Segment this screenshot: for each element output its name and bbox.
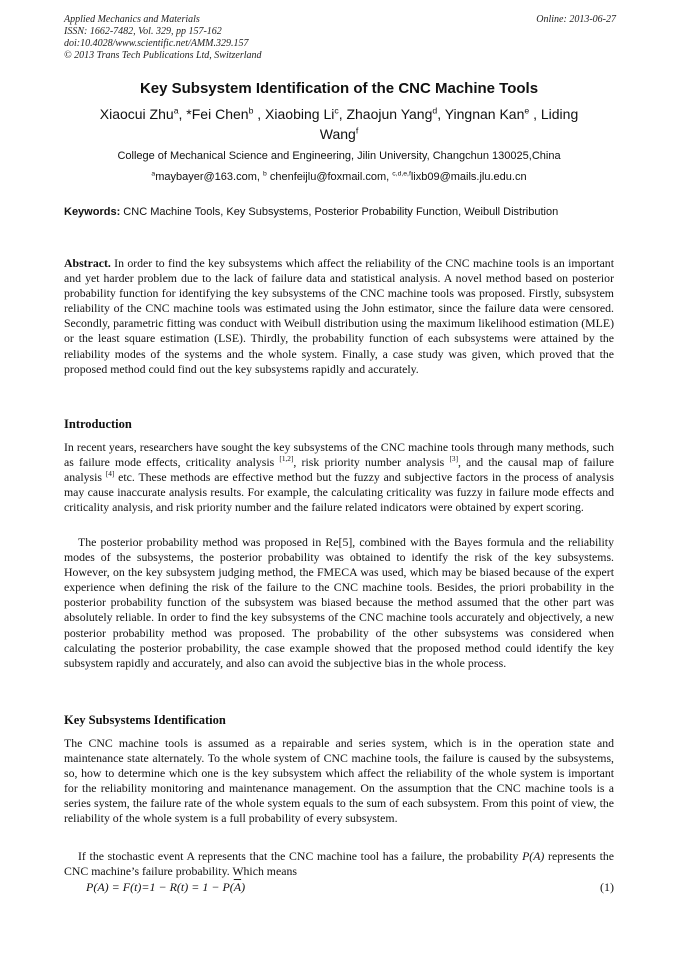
author-mark: e [524,105,530,116]
equation-part: P(A) = F(t)=1 − R(t) = 1 − P( [86,880,234,894]
text-run: In recent years, researchers have sought the key subsystems of the CNC machine tools through many methods, such as failure mode effects, criticality analysis [64,440,614,470]
author-name: , Zhaojun Yang [338,106,433,122]
author-name: , Liding Wang [319,106,579,142]
inline-math: P(A) [522,849,545,863]
keywords [64,205,614,219]
author-name: , Xiaobing Li [253,106,335,122]
author-list [80,104,598,144]
email-address: chenfeijlu@foxmail.com, [266,171,393,183]
journal-name: Applied Mechanics and Materials [64,14,200,25]
issn-line: ISSN: 1662-7482, Vol. 329, pp 157-162 [64,26,222,37]
text-run: represents the CNC machine’s failure probability. Which means [64,849,614,879]
author-mark: d [432,105,438,116]
abstract-label: Abstract. [64,256,111,270]
email-address: lixb09@mails.jlu.edu.cn [410,171,527,183]
text-run: , risk priority number analysis [293,455,450,470]
email-mark: a [151,170,156,178]
section-heading: Key Subsystems Identification [64,713,226,727]
author-name: Xiaocui Zhu [99,106,174,122]
citation: [4] [105,469,115,479]
online-date: Online: 2013-06-27 [536,14,616,25]
intro-paragraph-1 [64,440,614,515]
citation: [1,2] [279,454,294,464]
equation-expression [86,880,245,895]
abstract-text: In order to find the key subsystems which affect the reliability of the CNC machine tools is an important and yet harder problem due to the lack of failure data and statistical analysis. A novel method based on posterior probability function for identifying the key subsystems of the CNC machine tools was proposed. Firstly, subsystem reliability of the CNC machine tools was estimated using the John estimator, since the failure data were censored. Secondly, parametric fitting was conduct with Weibull distribution using the maximum likelihood estimation (MLE) or the least square estimation (LSE). Thirdly, the probability function of each subsystems were attained by the reliability modes of the systems and the whole system. Finally, a case study was given, which proved that the proposed method could find out the key subsystems rapidly and accurately. [64,256,614,376]
copyright-line: © 2013 Trans Tech Publications Ltd, Switzerland [64,50,262,61]
text-run: If the stochastic event A represents that the CNC machine tool has a failure, the probability [78,849,523,863]
keywords-text: CNC Machine Tools, Key Subsystems, Posterior Probability Function, Weibull Distribution [120,206,559,218]
equation-part: ) [241,880,246,894]
author-mark: b [248,105,254,116]
section-heading: Introduction [64,417,132,431]
text-run: etc. These methods are effective method but the fuzzy and subjective factors in the process of analysis may cause inaccurate analysis results. For example, the calculating criticality was fuzzy in failure mode effects and criticality analysis, and risk priority number and the failure related indicators were obtained by expert scoring. [64,470,614,515]
email-address: maybayer@163.com, [155,171,263,183]
author-mark: c [334,105,339,116]
intro-paragraph-2: The posterior probability method was proposed in Re[5], combined with the Bayes formula and the reliability modes of the subsystems, the posterior probability was obtained to identify the risk of the key subsystems. However, on the key subsystem judging method, the FMECA was used, which may be biased because of the expert experience when defining the risk of the failure to the CNC machine tools. Besides, the priori probability in the posterior probability function of the subsystem was biased because the method assumed that the other part was absolutely reliable. In order to find the key subsystems of the CNC machine tools accurately and objectively, a new posterior probability method was proposed. The probability of the other subsystems was considered when calculating the posterior probability, the case example showed that the proposed method could identify the key subsystem rapidly and accurately, and also can avoid the subjective bias in the whole process. [64,535,614,670]
author-mark: f [355,125,359,136]
doi-line: doi:10.4028/www.scientific.net/AMM.329.157 [64,38,249,49]
email-mark: b [262,170,267,178]
equation-number: (1) [600,880,614,894]
equation-complement: $\overline{A}$ [233,880,242,894]
running-header [64,14,616,62]
author-name: , Yingnan Kan [437,106,525,122]
section-paragraph-1: The CNC machine tools is assumed as a repairable and series system, which is in the operation state and maintenance state alternately. To the whole system of CNC machine tools, the failure is caused by the subsystems, so, how to determine which one is the key subsystem which affect the reliability of the whole system is important for the reliability monitoring and maintenance management. On the assumption that the CNC machine tools is a series system, the failure rate of the whole system equals to the sum of each subsystem. From this point of view, the reliability of the whole system is a full probability of every subsystem. [64,736,614,826]
email-line [0,170,678,184]
paper-title: Key Subsystem Identification of the CNC Machine Tools [139,80,539,97]
keywords-label: Keywords: [64,206,121,218]
email-mark: c,d,e,f [392,170,411,178]
author-name: , *Fei Chen [178,106,249,122]
section-paragraph-2 [64,849,614,879]
abstract [64,256,614,377]
text-run: , and the causal map of failure analysis [64,455,615,485]
author-mark: a [173,105,179,116]
affiliation: College of Mechanical Science and Engineering, Jilin University, Changchun 130025,China [117,150,561,162]
citation: [3] [449,454,458,464]
